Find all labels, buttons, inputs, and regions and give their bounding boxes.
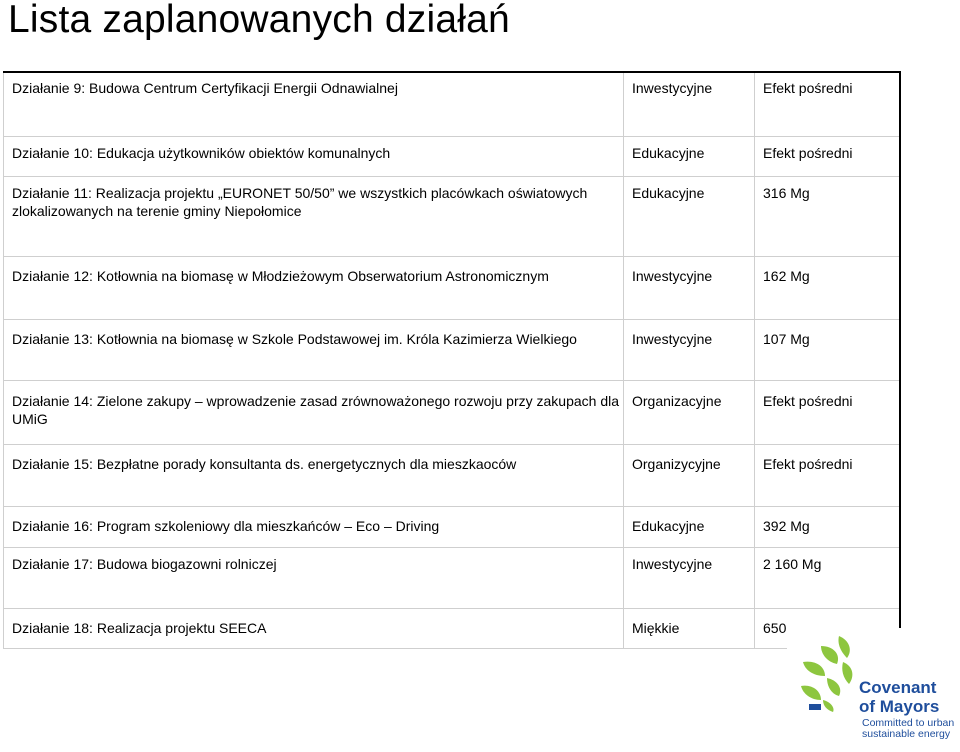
covenant-of-mayors-logo <box>787 628 960 752</box>
action-name-cell: Działanie 9: Budowa Centrum Certyfikacji Energii Odnawialnej <box>4 72 624 137</box>
action-type-cell: Organizycyjne <box>624 445 755 507</box>
action-name-cell: Działanie 13: Kotłownia na biomasę w Szkole Podstawowej im. Króla Kazimierza Wielkiego <box>4 320 624 381</box>
action-effect-cell: 316 Mg <box>755 177 900 257</box>
table-row <box>4 257 900 320</box>
table-row <box>4 609 900 649</box>
action-name-cell: Działanie 14: Zielone zakupy – wprowadzenie zasad zrównoważonego rozwoju przy zakupach dla UMiG <box>4 381 624 445</box>
logo-wordmark <box>859 678 939 716</box>
action-name-cell: Działanie 17: Budowa biogazowni rolniczej <box>4 548 624 609</box>
table-row <box>4 137 900 177</box>
action-effect-cell: Efekt pośredni <box>755 381 900 445</box>
action-effect-cell: 392 Mg <box>755 507 900 548</box>
action-effect-cell: Efekt pośredni <box>755 72 900 137</box>
logo-name-line: of Mayors <box>859 697 940 716</box>
action-effect-cell: 2 160 Mg <box>755 548 900 609</box>
action-effect-cell: 650 <box>755 609 900 649</box>
action-type-cell: Edukacyjne <box>624 177 755 257</box>
page-title: Lista zaplanowanych działań <box>8 0 510 41</box>
action-type-cell: Organizacyjne <box>624 381 755 445</box>
table-row <box>4 507 900 548</box>
logo-name-line: Covenant <box>859 678 937 697</box>
action-effect-cell: 162 Mg <box>755 257 900 320</box>
leaf-mosaic-icon <box>799 634 857 712</box>
logo-tagline <box>862 718 954 740</box>
table-row <box>4 177 900 257</box>
action-name-cell: Działanie 12: Kotłownia na biomasę w Młodzieżowym Obserwatorium Astronomicznym <box>4 257 624 320</box>
action-type-cell: Inwestycyjne <box>624 72 755 137</box>
action-type-cell: Miękkie <box>624 609 755 649</box>
table-row <box>4 548 900 609</box>
action-effect-cell: Efekt pośredni <box>755 445 900 507</box>
action-name-cell: Działanie 11: Realizacja projektu „EURONET 50/50” we wszystkich placówkach oświatowych zlokalizowanych na terenie gminy Niepołomice <box>4 177 624 257</box>
table-row <box>4 445 900 507</box>
action-type-cell: Inwestycyjne <box>624 320 755 381</box>
table-row <box>4 381 900 445</box>
action-name-cell: Działanie 18: Realizacja projektu SEECA <box>4 609 624 649</box>
action-name-cell: Działanie 16: Program szkoleniowy dla mieszkańców – Eco – Driving <box>4 507 624 548</box>
action-name-cell: Działanie 10: Edukacja użytkowników obiektów komunalnych <box>4 137 624 177</box>
logo-tagline-line: sustainable energy <box>862 728 951 740</box>
table-row <box>4 72 900 137</box>
action-type-cell: Edukacyjne <box>624 137 755 177</box>
action-type-cell: Edukacyjne <box>624 507 755 548</box>
table-row <box>4 320 900 381</box>
action-effect-cell: Efekt pośredni <box>755 137 900 177</box>
action-type-cell: Inwestycyjne <box>624 548 755 609</box>
action-name-cell: Działanie 15: Bezpłatne porady konsultanta ds. energetycznych dla mieszkaoców <box>4 445 624 507</box>
action-type-cell: Inwestycyjne <box>624 257 755 320</box>
actions-table <box>3 71 901 649</box>
action-effect-cell: 107 Mg <box>755 320 900 381</box>
logo-tagline-line: Committed to urban <box>862 717 955 729</box>
